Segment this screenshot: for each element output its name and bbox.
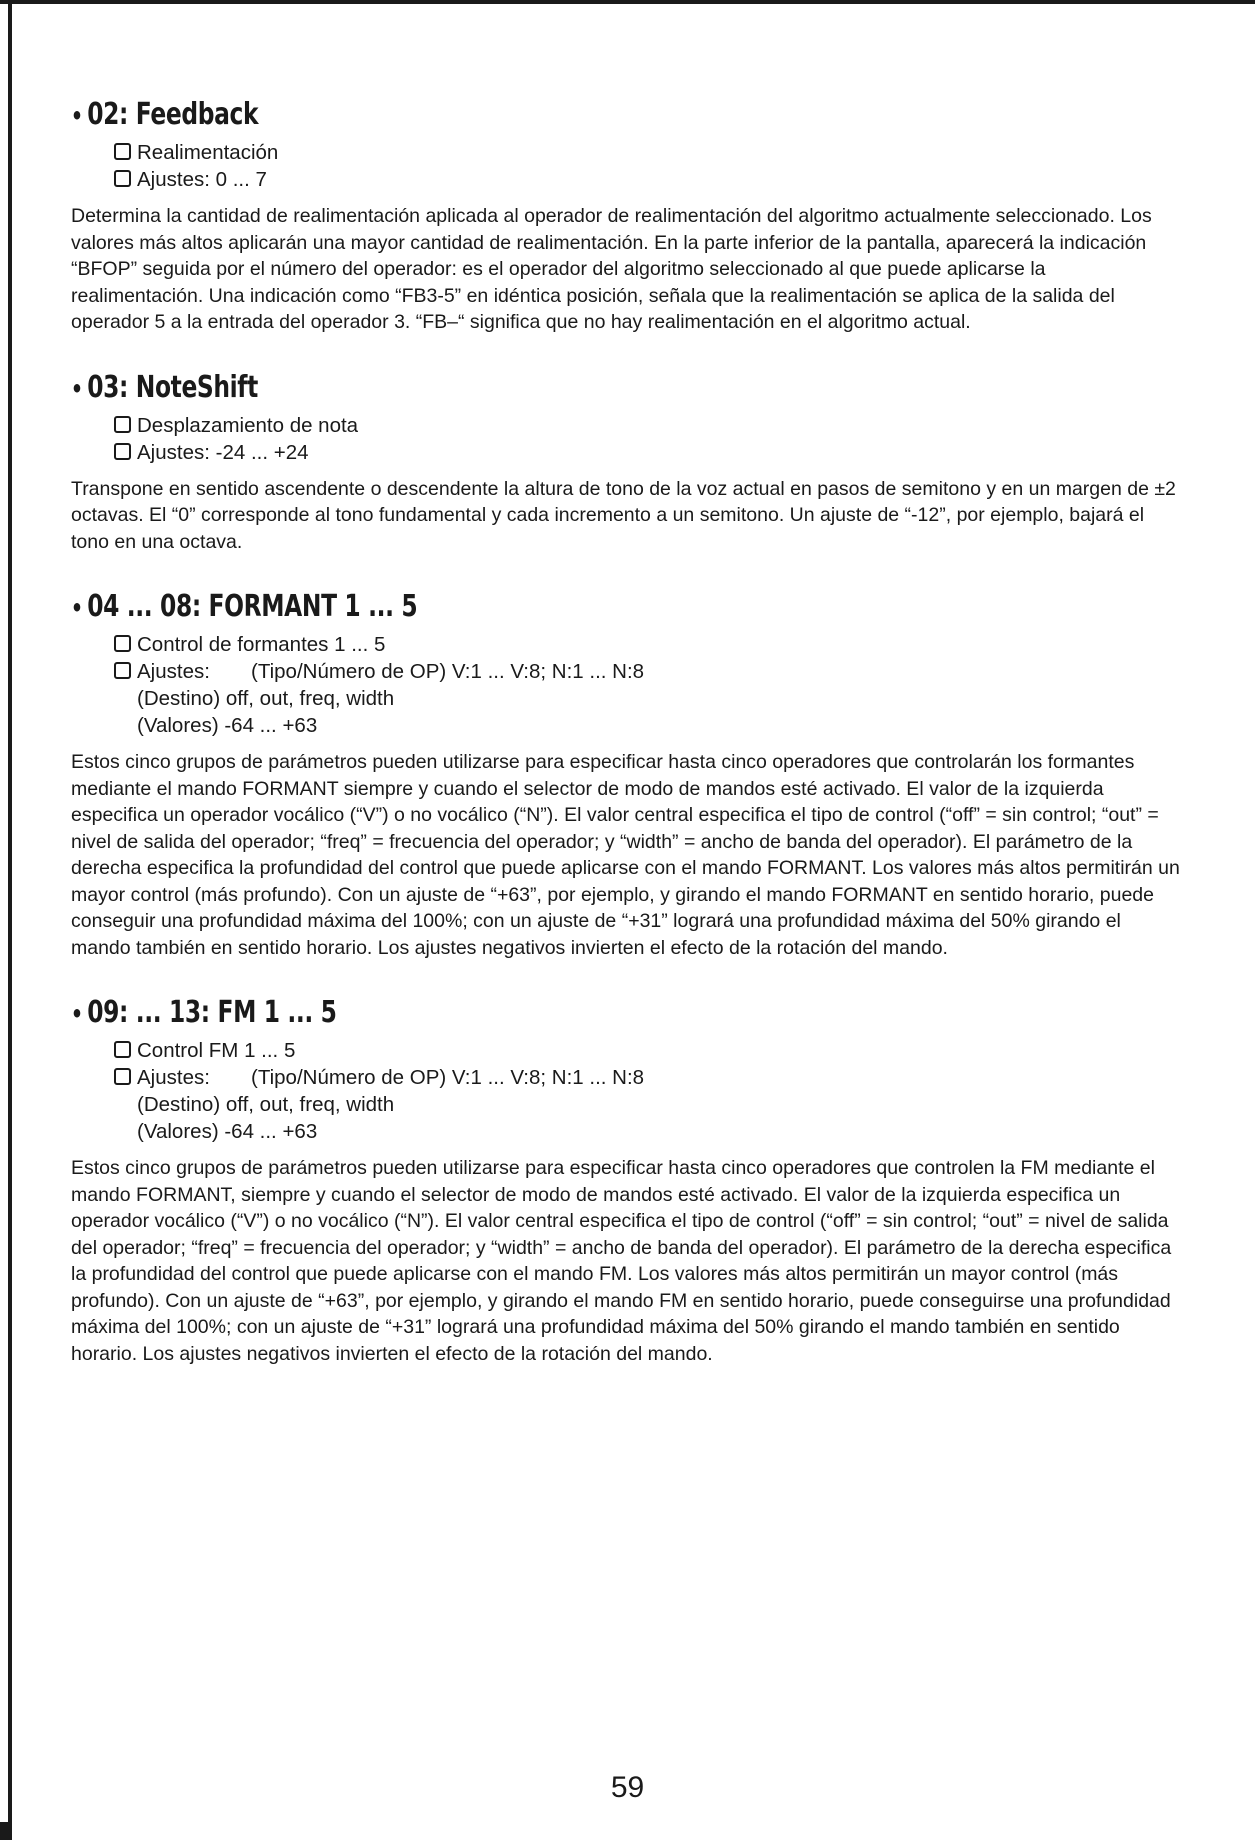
page-content [71,96,1181,1367]
checkbox-icon [114,416,131,433]
section-description: Estos cinco grupos de parámetros pueden utilizarse para especificar hasta cinco operadores que controlarán los formantes mediante el mando FORMANT siempre y cuando el selector de modo de mandos esté activado. El valor de la izquierda especifica un operador vocálico (“V”) o no vocálico (“N”). El valor central especifica el tipo de control (“off” = sin control; “out” = nivel de salida del operador; “freq” = frecuencia del operador; y “width” = ancho de banda del operador). El parámetro de la derecha especifica la profundidad del control que puede aplicarse con el mando FORMANT. Los valores más altos permitirán un mayor control (más profundo). Con un ajuste de “+63”, por ejemplo, y girando el mando FORMANT en sentido horario, puede conseguir una profundidad máxima del 100%; con un ajuste de “+31” logrará una profundidad máxima del 50% girando el mando también en sentido horario. Los ajustes negativos invierten el efecto de la rotación del mando. [71,751,1180,959]
parameter-name: Realimentación [114,139,1181,166]
section-formant [71,588,1181,961]
parameter-destino: (Destino) off, out, freq, width [137,687,395,710]
bullet-icon: • [71,102,83,130]
top-border-rule [0,0,1255,4]
bullet-icon: • [71,374,83,403]
parameter-range: Ajustes: -24 ... +24 [114,439,1181,466]
parameter-destino: (Destino) off, out, freq, width [137,1093,395,1116]
section-description: Estos cinco grupos de parámetros pueden utilizarse para especificar hasta cinco operadores que controlen la FM mediante el mando FORMANT, siempre y cuando el selector de modo de mandos esté activado. El valor de la izquierda especifica un operador vocálico (“V”) o no vocálico (“N”). El valor central especifica el tipo de control (“off” = sin control; “out” = nivel de salida del operador; “freq” = frecuencia del operador; y “width” = ancho de banda del operador). El parámetro de la derecha especifica la profundidad del control que puede aplicarse con el mando FM. Los valores más altos permitirán un mayor control (más profundo). Con un ajuste de “+63”, por ejemplo, y girando el mando FM en sentido horario, puede conseguirse una profundidad máxima del 100%; con un ajuste de “+31” logrará una profundidad máxima del 50% girando el mando también en sentido horario. Los ajustes negativos invierten el efecto de la rotación del mando. [71,1157,1172,1365]
parameter-range: Ajustes: (Tipo/Número de OP) V:1 ... V:8; N:1 ... N:8 [114,658,1181,685]
section-heading [71,588,937,627]
section-title: 04 ... 08: FORMANT 1 ... 5 [87,589,418,624]
section-noteshift [71,369,1181,556]
checkbox-icon [114,143,131,160]
parameter-name: Control de formantes 1 ... 5 [114,631,1181,658]
bullet-icon: • [71,594,83,622]
section-heading [71,994,937,1033]
parameter-valores: (Valores) -64 ... +63 [137,714,318,737]
parameter-name: Control FM 1 ... 5 [114,1037,1181,1064]
parameter-valores: (Valores) -64 ... +63 [137,1120,318,1143]
section-fm [71,994,1181,1367]
page-number: 59 [610,1771,645,1804]
section-title: 09: ... 13: FM 1 ... 5 [87,995,337,1030]
checkbox-icon [114,662,131,679]
section-description: Determina la cantidad de realimentación aplicada al operador de realimentación del algoritmo actualmente seleccionado. Los valores más altos aplicarán una mayor cantidad de realimentación. En la parte inferior de la pantalla, aparecerá la indicación “BFOP” seguida por el número del operador: es el operador del algoritmo seleccionado al que puede aplicarse la realimentación. Una indicación como “FB3-5” en idéntica posición, señala que la realimentación se aplica de la salida del operador 5 a la entrada del operador 3. “FB–“ significa que no hay realimentación en el algoritmo actual. [71,205,1152,333]
section-description: Transpone en sentido ascendente o descendente la altura de tono de la voz actual en pasos de semitono y en un margen de ±2 octavas. El “0” corresponde al tono fundamental y cada incremento a un semitono. Un ajuste de “-12”, por ejemplo, bajará el tono en una octava. [71,477,1176,553]
checkbox-icon [114,635,131,652]
checkbox-icon [114,1041,131,1058]
left-border-foot [0,1822,12,1840]
parameter-range: Ajustes: 0 ... 7 [114,166,1181,193]
section-feedback [71,96,1181,336]
checkbox-icon [114,170,131,187]
section-heading [71,369,937,408]
left-border-rule [8,0,12,1830]
parameter-range: Ajustes: (Tipo/Número de OP) V:1 ... V:8; N:1 ... N:8 [114,1064,1181,1091]
parameter-name: Desplazamiento de nota [114,412,1181,439]
bullet-icon: • [71,1000,83,1028]
section-title: 03: NoteShift [87,369,258,405]
checkbox-icon [114,1068,131,1085]
section-title: 02: Feedback [87,97,259,132]
checkbox-icon [114,443,131,460]
section-heading [71,96,937,135]
